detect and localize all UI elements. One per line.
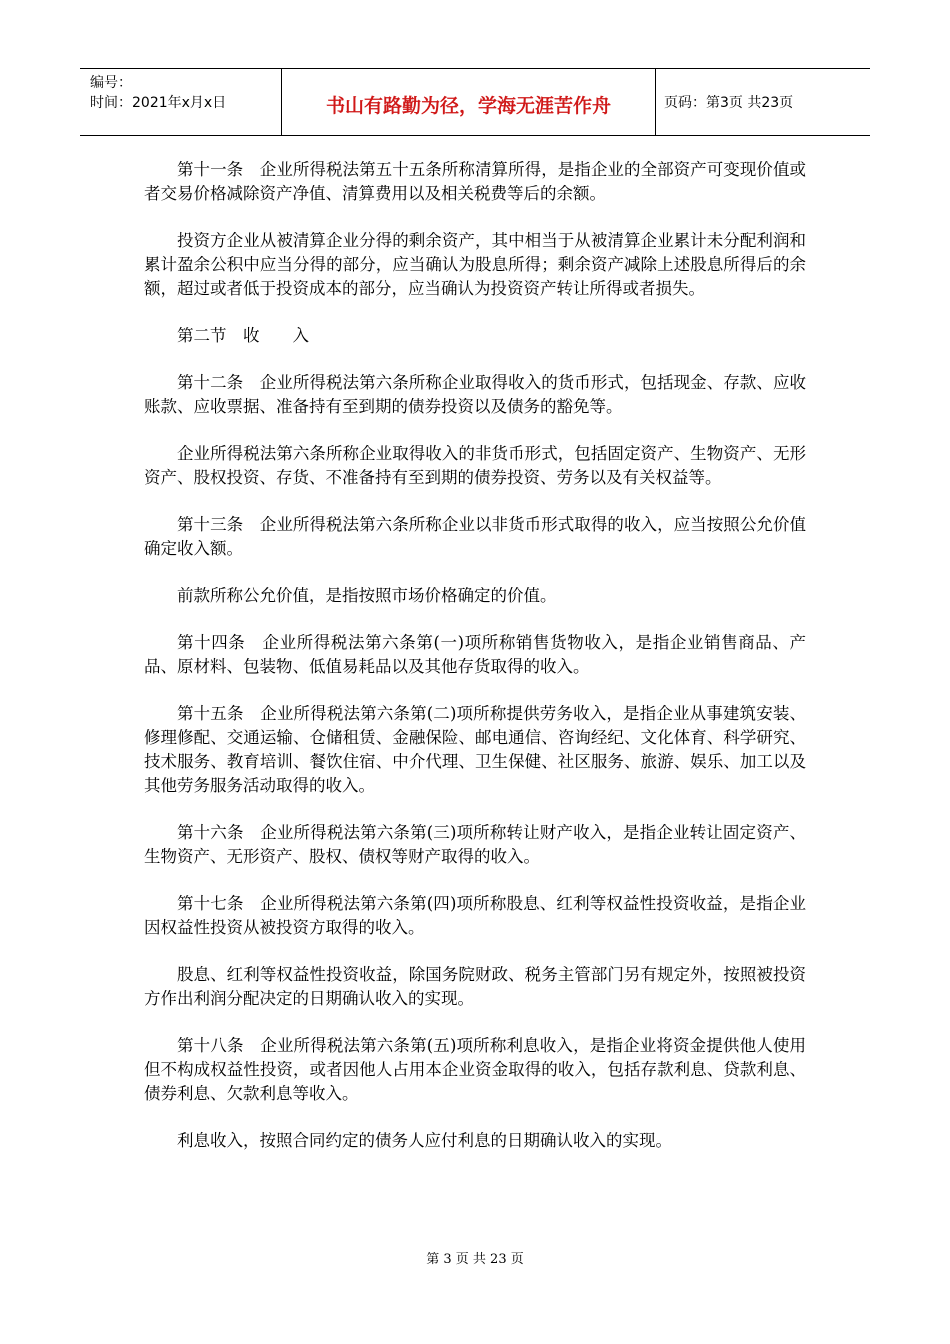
article-14: 第十四条 企业所得税法第六条第(一)项所称销售货物收入，是指企业销售商品、产品、原材料、包装物、低值易耗品以及其他存货取得的收入。 [144,633,806,676]
header-page-info: 页码：第3页 共23页 [664,95,794,111]
article-11: 第十一条 企业所得税法第五十五条所称清算所得，是指企业的全部资产可变现价值或者交易价格减除资产净值、清算费用以及相关税费等后的余额。 [144,160,806,203]
article-13: 第十三条 企业所得税法第六条所称企业以非货币形式取得的收入，应当按照公允价值确定收入额。 [144,515,806,558]
document-date-label: 时间：2021年x月x日 [90,95,227,111]
section-heading: 第二节 收 入 [177,326,309,345]
article-17: 第十七条 企业所得税法第六条第(四)项所称股息、红利等权益性投资收益，是指企业因权益性投资从被投资方取得的收入。 [144,894,806,937]
article-18: 第十八条 企业所得税法第六条第(五)项所称利息收入，是指企业将资金提供他人使用但不构成权益性投资，或者因他人占用本企业资金取得的收入，包括存款利息、贷款利息、债券利息、欠款利息等收入。 [144,1036,806,1103]
header-motto: 书山有路勤为径，学海无涯苦作舟 [282,69,656,135]
document-number-label: 编号： [90,75,132,91]
article-16: 第十六条 企业所得税法第六条第(三)项所称转让财产收入，是指企业转让固定资产、生物资产、无形资产、股权、债权等财产取得的收入。 [144,823,806,866]
page-footer: 第 3 页 共 23 页 [426,1252,524,1267]
article-17-paragraph-2: 股息、红利等权益性投资收益，除国务院财政、税务主管部门另有规定外，按照被投资方作出利润分配决定的日期确认收入的实现。 [144,965,806,1008]
article-15: 第十五条 企业所得税法第六条第(二)项所称提供劳务收入，是指企业从事建筑安装、修理修配、交通运输、仓储租赁、金融保险、邮电通信、咨询经纪、文化体育、科学研究、技术服务、教育培训、餐饮住宿、中介代理、卫生保健、社区服务、旅游、娱乐、加工以及其他劳务服务活动取得的收入。 [144,704,806,795]
document-body [144,158,806,1176]
article-11-paragraph-2: 投资方企业从被清算企业分得的剩余资产，其中相当于从被清算企业累计未分配利润和累计盈余公积中应当分得的部分，应当确认为股息所得；剩余资产减除上述股息所得后的余额，超过或者低于投资成本的部分，应当确认为投资资产转让所得或者损失。 [144,231,806,298]
header-meta [80,69,282,135]
page-header [80,68,870,136]
article-12: 第十二条 企业所得税法第六条所称企业取得收入的货币形式，包括现金、存款、应收账款、应收票据、准备持有至到期的债券投资以及债务的豁免等。 [144,373,806,416]
article-12-paragraph-2: 企业所得税法第六条所称企业取得收入的非货币形式，包括固定资产、生物资产、无形资产、股权投资、存货、不准备持有至到期的债券投资、劳务以及有关权益等。 [144,444,806,487]
article-13-paragraph-2: 前款所称公允价值，是指按照市场价格确定的价值。 [177,586,557,605]
article-18-paragraph-2: 利息收入，按照合同约定的债务人应付利息的日期确认收入的实现。 [177,1131,672,1150]
